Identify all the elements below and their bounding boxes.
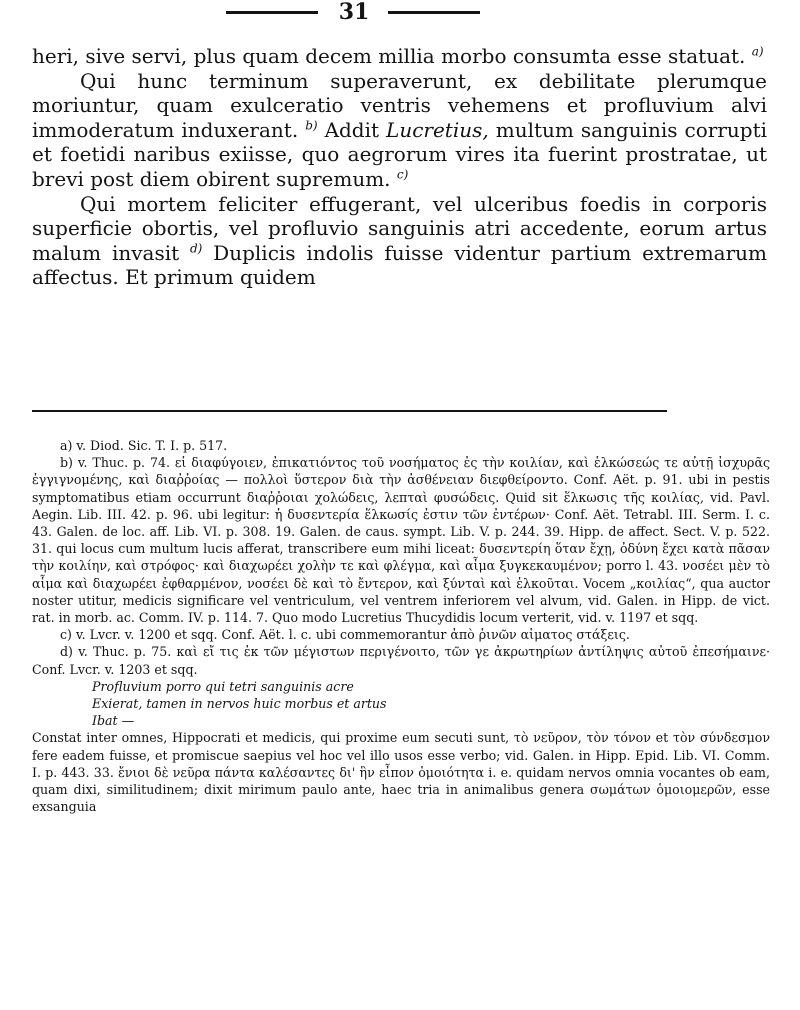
- footnotes: [32, 437, 770, 815]
- paragraph-1-text: heri, sive servi, plus quam decem millia morbo consumta esse statuat.: [32, 44, 746, 68]
- paragraph-2-text-c: multum sanguinis corrupti et foetidi naribus exiisse, quo aegrorum vires ita fuerint prostratae, ut brevi post diem obirent supremum.: [32, 117, 768, 191]
- footnote-ref-d: d): [189, 241, 203, 256]
- paragraph-1: [32, 44, 767, 69]
- footnote-a: a) v. Diod. Sic. T. I. p. 517.: [60, 438, 228, 453]
- footnote-b: b) v. Thuc. p. 74. εἰ διαφύγοιεν, ἐπικατιόντος τοῦ νοσήματος ἐς τὴν κοιλίαν, καὶ ἑλκώσεώς τε αὐτῇ ἰσχυρᾶς ἐγγιγνομένης, καὶ διαῤῥοίας — πολλοὶ ὕστερον διὰ τὴν ἀσθένειαν διεφθείροντο. Conf. Aët. p. 91. ubi in pestis symptomatibus etiam occurrunt διαῤῥοιαι χολώδεις, λεπταὶ φυσώδεις. Quid sit ἕλκωσις τῆς κοιλίας, vid. Pavl. Aegin. Lib. III. 42. p. 96. ubi legitur: ἡ δυσεντερία ἕλκωσίς ἐστιν τῶν ἐντέρων· Conf. Aët. Tetrabl. III. Serm. I. c. 43. Galen. de loc. aff. Lib. VI. p. 308. 19. Galen. de caus. sympt. Lib. V. p. 244. 39. Hipp. de affect. Sect. V. p. 522. 31. qui locus cum multum lucis afferat, transcribere eum mihi liceat: δυσεντερίη ὅταν ἔχῃ, ὀδύνη ἔχει κατὰ πᾶσαν τὴν κοιλίην, καὶ στρόφος· καὶ διαχωρέει χολὴν τε καὶ φλέγμα, καὶ αἷμα ξυγκεκαυμένον; porro l. 43. νοσέει μὲν τὸ αἷμα καὶ διαχωρέει ἐφθαρμένον, νοσέει δὲ καὶ τὸ ἔντερον, καὶ ξύνταὶ καὶ ἑλκοῦται. Vocem „κοιλίας“, qua auctor noster utitur, medicis significare vel ventriculum, vel ventrem inferiorem vel alvum, vid. Galen. in Hipp. de vict. rat. in morb. ac. Comm. IV. p. 114. 7. Quo modo Lucretius Thucydidis locum verterit, vid. v. 1197 et sqq.: [32, 455, 770, 626]
- header-rule-right: [388, 11, 480, 14]
- paragraph-2-text-b: Addit: [317, 117, 387, 142]
- paragraph-2: [32, 69, 767, 192]
- paragraph-3-text-b: Duplicis indolis fuisse videntur partium extremarum affectus. Et primum quidem: [32, 240, 768, 290]
- footnote-ref-a: a): [751, 44, 764, 59]
- author-name-lucretius: Lucretius,: [386, 117, 489, 142]
- page-number: 31: [338, 0, 370, 25]
- verse-line-1: Profluvium porro qui tetri sanguinis acre: [92, 678, 354, 694]
- header-rule-left: [226, 11, 318, 14]
- footnote-ref-b: b): [305, 118, 318, 133]
- footnote-d: d) v. Thuc. p. 75. καὶ εἴ τις ἐκ τῶν μέγιστων περιγένοιτο, τῶν γε ἀκρωτηρίων ἀντίληψις αὐτοῦ ἐπεσήμαινε· Conf. Lvcr. v. 1203 et sqq.: [32, 644, 770, 677]
- verse-line-2: Exierat, tamen in nervos huic morbus et artus: [92, 696, 387, 712]
- footnote-ref-c: c): [396, 167, 409, 182]
- footnote-c: c) v. Lvcr. v. 1200 et sqq. Conf. Aët. l. c. ubi commemorantur ἀπὸ ῥινῶν αἱματος στάξεις.: [60, 627, 630, 643]
- verse-line-3: Ibat —: [92, 713, 135, 729]
- page-header: [0, 0, 800, 25]
- main-text: [32, 44, 767, 290]
- footnote-divider: [32, 410, 667, 412]
- paragraph-3-text-a: Qui mortem feliciter effugerant, vel ulceribus foedis in corporis superficie obortis, vel profluvio sanguinis atri accedente, eorum artus malum invasit: [32, 191, 767, 265]
- footnote-continuation: Constat inter omnes, Hippocrati et medicis, qui proxime eum secuti sunt, τὸ νεῦρον, τὸν τόνον et τὸν σύνδεσμον fere eadem fuisse, et promiscue saepius vel hoc vel illo usos esse verbo; vid. Galen. in Hipp. Epid. Lib. VI. Comm. I. p. 443. 33. ἔνιοι δὲ νεῦρα πάντα καλέσαντες δι' ἣν εἶπον ὁμοιότητα i. e. quidam nervos omnia vocantes ob eam, quam dixi, similitudinem; dixit mirimum paulo ante, haec tria in animalibus genera σωμάτων ὁμοιομερῶν, esse exsanguia: [32, 730, 770, 815]
- paragraph-3: [32, 192, 767, 290]
- paragraph-2-text-a: Qui hunc terminum superaverunt, ex debilitate plerumque moriuntur, quam exulceratio ventris vehemens et profluvium alvi immoderatum induxerant.: [32, 68, 767, 142]
